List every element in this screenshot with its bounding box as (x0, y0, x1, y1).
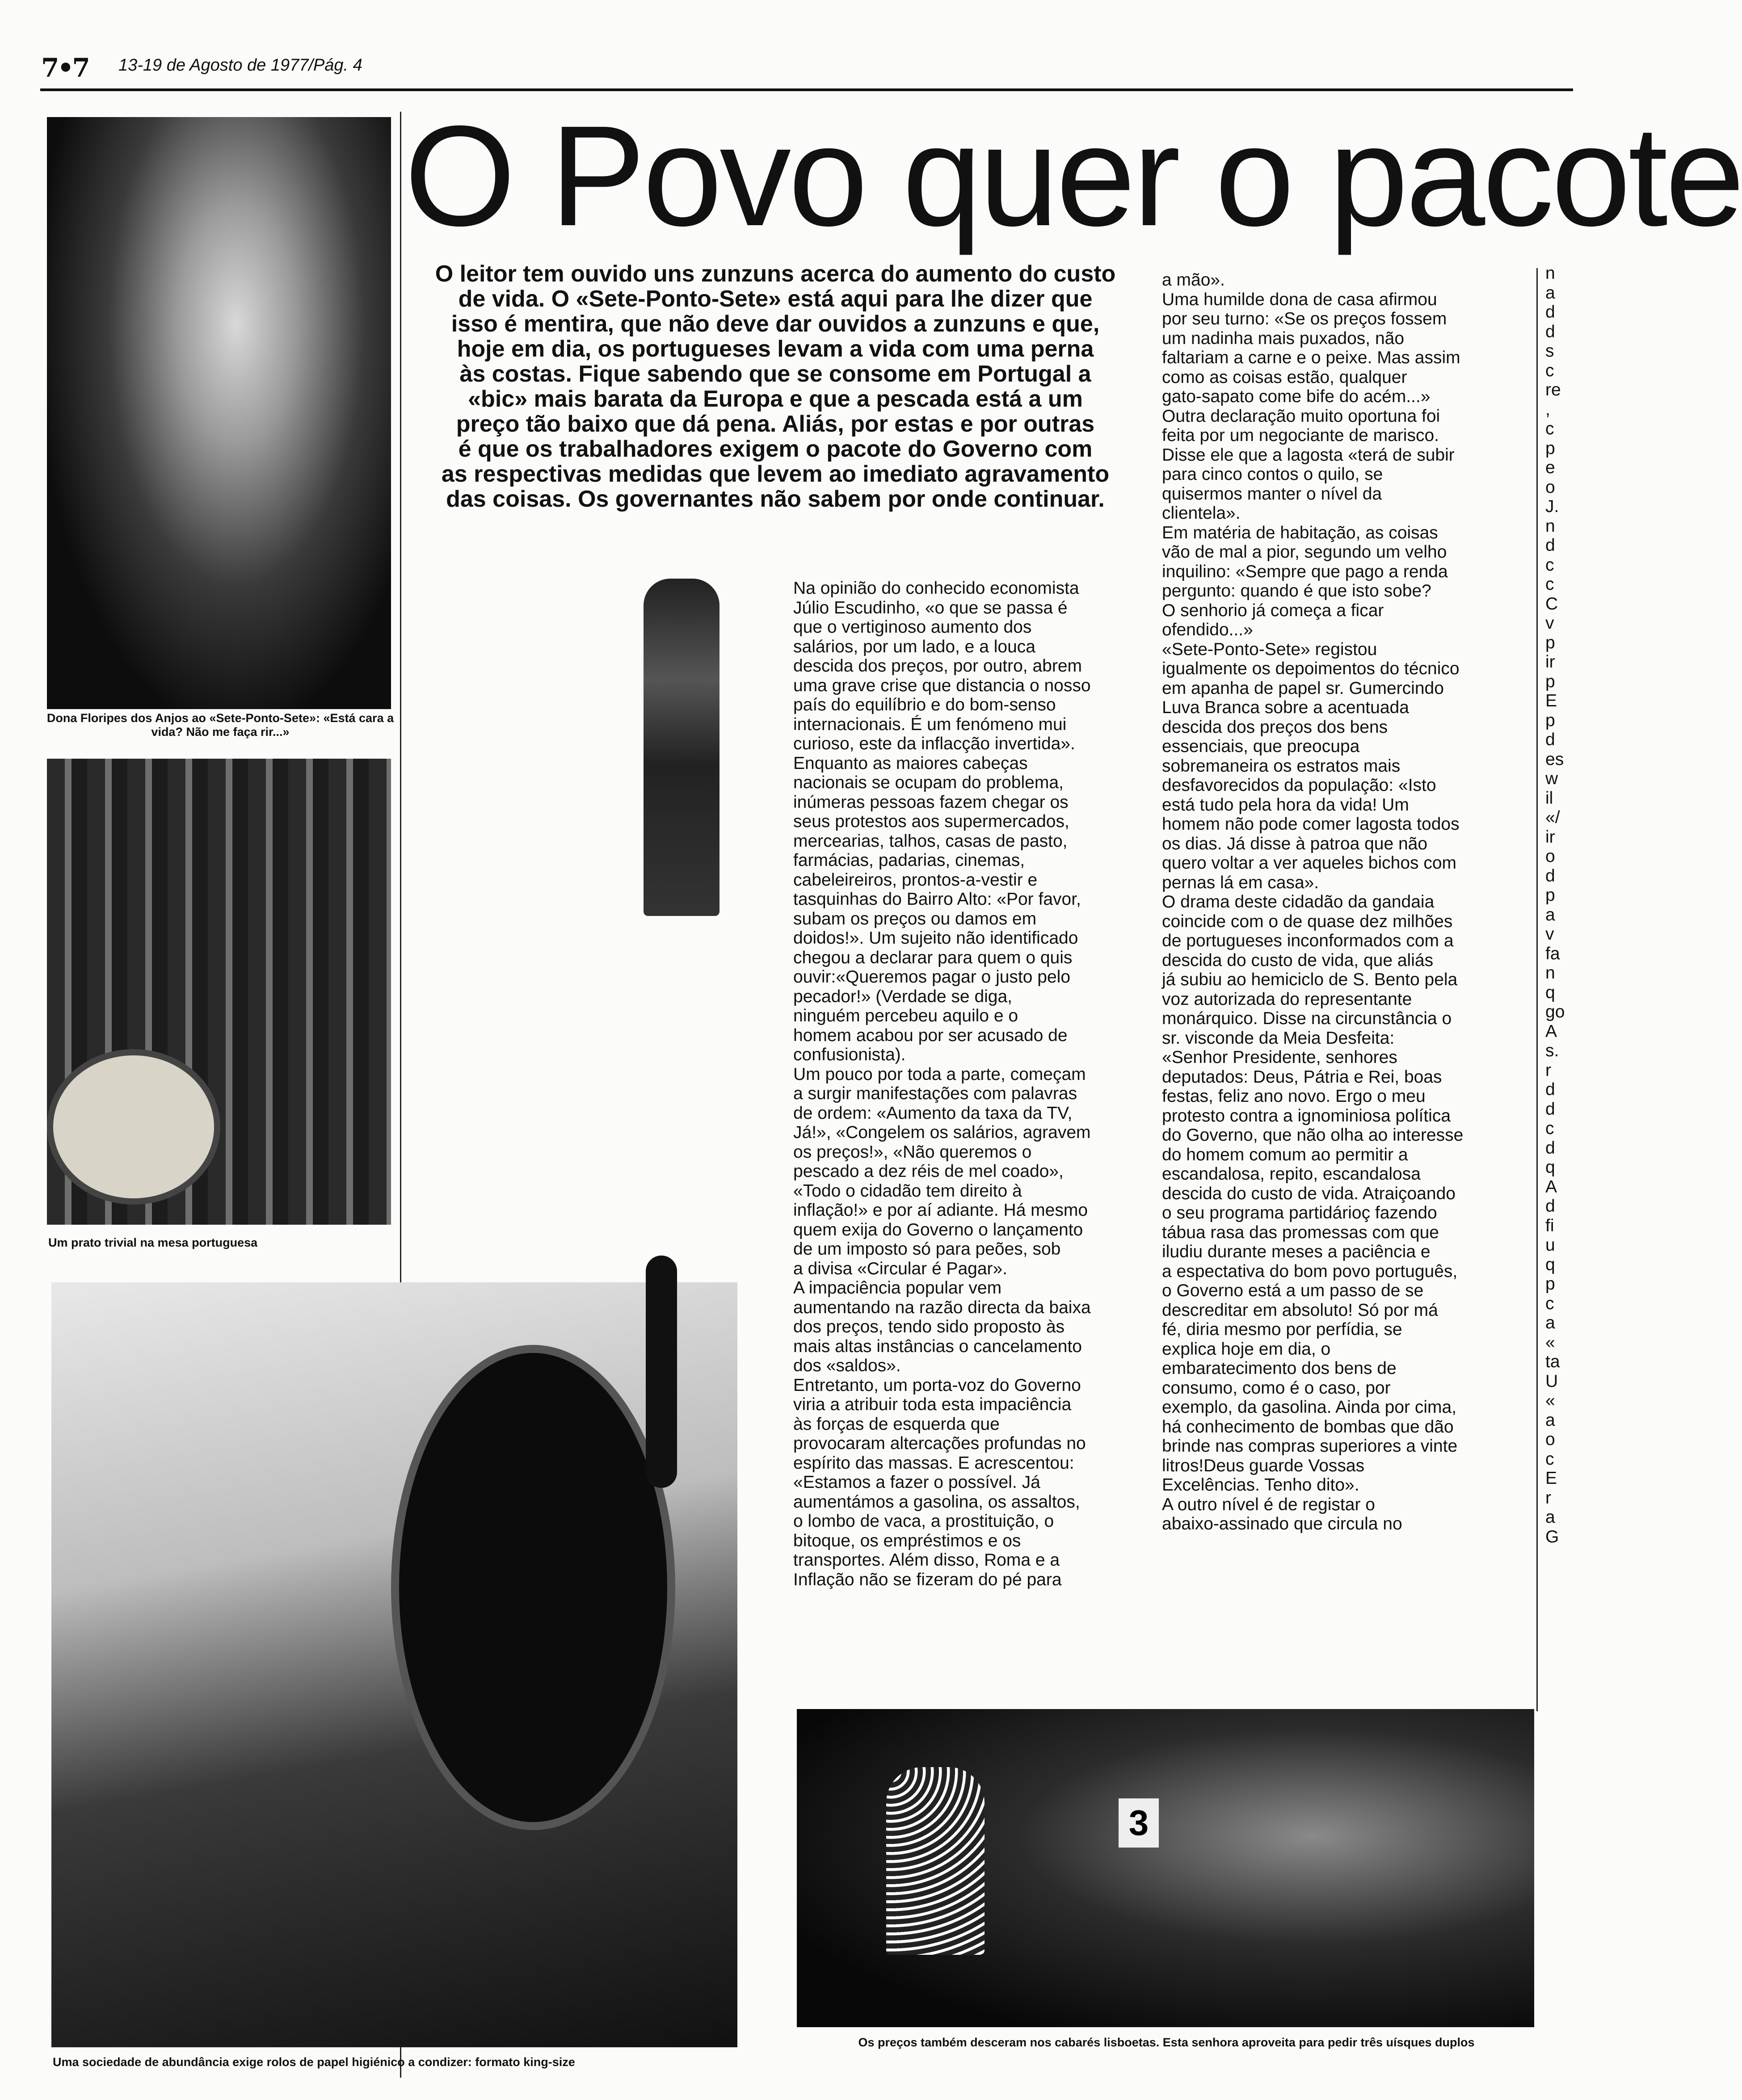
text-line: o Governo está a um passo de se (1162, 1281, 1424, 1300)
caption-cabaret: Os preços também desceram nos cabarés lisboetas. Esta senhora aproveita para pedir três uísques duplos (858, 2036, 1475, 2049)
text-line: d (1545, 1099, 1555, 1119)
text-line: q (1545, 1255, 1555, 1274)
text-line: aumentámos a gasolina, os assaltos, (793, 1492, 1080, 1512)
text-line: litros!Deus guarde Vossas (1162, 1456, 1365, 1475)
text-line: p (1545, 633, 1555, 652)
text-line: O leitor tem ouvido uns zunzuns acerca do aumento do custo (435, 261, 1116, 287)
text-line: seus protestos aos supermercados, (793, 812, 1069, 831)
text-line: escandalosa, repito, escandalosa (1162, 1164, 1421, 1184)
text-line: uma grave crise que distancia o nosso (793, 676, 1091, 695)
text-line: o lombo de vaca, a prostituição, o (793, 1512, 1054, 1531)
text-line: já subiu ao hemiciclo de S. Bento pela (1162, 970, 1458, 989)
text-line: d (1545, 322, 1555, 341)
text-line: desfavorecidos da população: «Isto (1162, 776, 1436, 795)
column-divider-right (1536, 268, 1538, 1711)
text-line: U (1545, 1371, 1558, 1391)
text-line: há conhecimento de bombas que dão (1162, 1417, 1454, 1436)
text-line: aumentando na razão directa da baixa (793, 1298, 1091, 1317)
text-line: E (1545, 1469, 1557, 1488)
text-line: inúmeras pessoas fazem chegar os (793, 792, 1069, 812)
text-line: s. (1545, 1041, 1559, 1060)
text-line: os preços!», «Não queremos o (793, 1142, 1032, 1162)
text-line: vão de mal a pior, segundo um velho (1162, 542, 1447, 562)
text-line: fi (1545, 1216, 1554, 1235)
text-line: es (1545, 749, 1564, 769)
text-line: fa (1545, 944, 1560, 963)
text-line: voz autorizada do representante (1162, 989, 1412, 1009)
text-line: exemplo, da gasolina. Ainda por cima, (1162, 1398, 1457, 1417)
text-line: Já!», «Congelem os salários, agravem (793, 1123, 1091, 1142)
text-line: descida do custo de vida. Atraiçoando (1162, 1184, 1456, 1203)
text-line: brinde nas compras superiores a vinte (1162, 1436, 1458, 1456)
caption-food: Um prato trivial na mesa portuguesa (48, 1236, 258, 1249)
text-line: descida dos preços, por outro, abrem (793, 656, 1082, 676)
text-line: para cinco contos o quilo, se (1162, 465, 1383, 484)
text-line: c (1545, 575, 1554, 594)
text-line: confusionista). (793, 1045, 906, 1064)
text-line: essenciais, que preocupa (1162, 737, 1360, 756)
text-line: re (1545, 380, 1561, 399)
text-line: ouvir:«Queremos pagar o justo pelo (793, 967, 1071, 987)
text-line: n (1545, 516, 1555, 536)
text-line: de portugueses inconformados com a (1162, 931, 1454, 950)
text-line: isso é mentira, que não deve dar ouvidos a zunzuns e que, (451, 311, 1100, 337)
text-line: A (1545, 1177, 1557, 1197)
text-line: dos «saldos». (793, 1356, 901, 1375)
text-line: Disse ele que a lagosta «terá de subir (1162, 445, 1455, 465)
text-line: «Todo o cidadão tem direito à (793, 1181, 1022, 1201)
text-line: inquilino: «Sempre que pago a renda (1162, 562, 1448, 581)
text-line: descida dos preços dos bens (1162, 717, 1388, 737)
number-card: 3 (1119, 1798, 1159, 1848)
text-line: s (1545, 341, 1554, 361)
text-line: bitoque, os empréstimos e os (793, 1531, 1021, 1550)
text-line: sr. visconde da Meia Desfeita: (1162, 1028, 1395, 1048)
text-line: explica hoje em dia, o (1162, 1339, 1331, 1359)
text-line: consumo, como é o caso, por (1162, 1378, 1391, 1398)
text-line: o seu programa partidárioç fazendo (1162, 1203, 1437, 1222)
text-line: às forças de esquerda que (793, 1414, 1000, 1434)
text-line: mais altas instâncias o cancelamento (793, 1336, 1082, 1356)
text-line: de vida. O «Sete-Ponto-Sete» está aqui para lhe dizer que (458, 286, 1093, 312)
text-line: farmácias, padarias, cinemas, (793, 851, 1025, 870)
text-line: de ordem: «Aumento da taxa da TV, (793, 1103, 1073, 1123)
text-line: país do equilíbrio e do bom-senso (793, 695, 1056, 714)
text-line: A outro nível é de registar o (1162, 1495, 1375, 1514)
text-line: o (1545, 477, 1555, 497)
text-line: festas, feliz ano novo. Ergo o meu (1162, 1087, 1426, 1106)
text-line: «bic» mais barata da Europa e que a pescada está a um (468, 386, 1083, 412)
text-line: chegou a declarar para quem o quis (793, 948, 1073, 967)
text-line: a (1545, 1508, 1555, 1527)
text-line: embaratecimento dos bens de (1162, 1359, 1397, 1378)
text-line: como as coisas estão, qualquer (1162, 367, 1407, 387)
text-line: Um pouco por toda a parte, começam (793, 1064, 1086, 1084)
text-line: J. (1545, 497, 1559, 516)
text-line: n (1545, 264, 1555, 283)
text-line: d (1545, 536, 1555, 555)
text-line: c (1545, 1119, 1554, 1138)
text-line: d (1545, 730, 1555, 749)
text-line: O drama deste cidadão da gandaia (1162, 892, 1435, 911)
text-line: Em matéria de habitação, as coisas (1162, 523, 1438, 542)
text-line: os dias. Já disse à patroa que não (1162, 834, 1428, 853)
text-line: um nadinha mais puxados, não (1162, 328, 1405, 348)
text-line: é que os trabalhadores exigem o pacote do Governo com (458, 436, 1093, 462)
text-line: « (1545, 1391, 1555, 1410)
text-line: do Governo, que não olha ao interesse (1162, 1126, 1464, 1145)
text-line: « (1545, 1332, 1555, 1352)
text-line: quero voltar a ver aqueles bichos com (1162, 853, 1457, 873)
dateline: 13-19 de Agosto de 1977/Pág. 4 (118, 56, 362, 75)
text-line: c (1545, 1294, 1554, 1313)
text-line: p (1545, 438, 1555, 458)
text-line: monárquico. Disse na circunstância o (1162, 1009, 1452, 1028)
text-line: go (1545, 1002, 1565, 1021)
text-line: O senhorio já começa a ficar (1162, 601, 1384, 620)
text-line: d (1545, 302, 1555, 322)
caption-woman: Dona Floripes dos Anjos ao «Sete-Ponto-Sete»: «Está cara a vida? Não me faça rir...» (46, 711, 394, 739)
headline: O Povo quer o pacote (404, 96, 1742, 256)
text-line: subam os preços ou damos em (793, 909, 1037, 928)
masthead-rule (40, 88, 1573, 91)
text-line: d (1545, 1138, 1555, 1158)
text-line: p (1545, 1274, 1555, 1294)
text-line: c (1545, 555, 1554, 575)
text-line: E (1545, 691, 1557, 710)
handle-shape (646, 1256, 677, 1488)
text-line: de um imposto só para peões, sob (793, 1239, 1061, 1259)
text-line: igualmente os depoimentos do técnico (1162, 659, 1460, 678)
text-line: fé, diria mesmo por perfídia, se (1162, 1320, 1402, 1339)
text-line: deputados: Deus, Pátria e Rei, boas (1162, 1067, 1442, 1087)
text-line: v (1545, 613, 1554, 633)
text-line: e (1545, 458, 1555, 477)
text-line: ofendido...» (1162, 620, 1253, 639)
text-line: doidos!». Um sujeito não identificado (793, 928, 1078, 948)
text-line: viria a atribuir toda esta impaciência (793, 1395, 1072, 1414)
text-line: w (1545, 769, 1558, 788)
text-line: o (1545, 847, 1555, 866)
text-line: a (1545, 1410, 1555, 1430)
text-line: abaixo-assinado que circula no (1162, 1514, 1402, 1533)
text-line: descida do custo de vida, que aliás (1162, 950, 1434, 970)
text-line: a divisa «Circular é Pagar». (793, 1259, 1008, 1278)
text-line: p (1545, 886, 1555, 905)
text-line: d (1545, 1080, 1555, 1099)
body-column-1 (793, 579, 1133, 1589)
text-line: as respectivas medidas que levem ao imediato agravamento (441, 461, 1110, 487)
text-line: sobremaneira os estratos mais (1162, 756, 1401, 776)
text-line: transportes. Além disso, Roma e a (793, 1550, 1060, 1570)
text-line: por seu turno: «Se os preços fossem (1162, 309, 1447, 328)
newspaper-logo: 7•7 (41, 53, 88, 83)
text-line: inflação!» e por aí adiante. Há mesmo (793, 1201, 1088, 1220)
text-line: G (1545, 1527, 1559, 1546)
text-line: Na opinião do conhecido economista (793, 579, 1079, 598)
body-column-3-cropped (1545, 264, 1573, 1546)
text-line: A impaciência popular vem (793, 1278, 1002, 1298)
text-line: Outra declaração muito oportuna foi (1162, 406, 1440, 426)
text-line: protesto contra a ignominiosa política (1162, 1106, 1451, 1126)
text-line: C (1545, 594, 1558, 613)
photo-paper-roll (51, 1282, 737, 2047)
text-line: quem exija do Governo o lançamento (793, 1220, 1083, 1239)
text-line: do homem comum ao permitir a (1162, 1145, 1408, 1164)
text-line: Entretanto, um porta-voz do Governo (793, 1375, 1081, 1395)
photo-food-table (47, 759, 391, 1225)
text-line: está tudo pela hora da vida! Um (1162, 795, 1409, 815)
text-line: mercearias, talhos, casas de pasto, (793, 831, 1068, 851)
text-line: em apanha de papel sr. Gumercindo (1162, 678, 1444, 698)
text-line: feita por um negociante de marisco. (1162, 426, 1439, 445)
text-line: a surgir manifestações com palavras (793, 1084, 1077, 1103)
text-line: das coisas. Os governantes não sabem por onde continuar. (446, 486, 1105, 512)
text-line: n (1545, 963, 1555, 983)
text-line: gato-sapato come bife do acém...» (1162, 387, 1431, 406)
text-line: , (1545, 399, 1550, 419)
text-line: c (1545, 361, 1554, 380)
text-line: pernas lá em casa». (1162, 873, 1319, 892)
text-line: cabeleireiros, prontos-a-vestir e (793, 870, 1038, 890)
bowl-shape (47, 1049, 220, 1205)
text-line: pescado a dez réis de mel coado», (793, 1162, 1064, 1181)
text-line: tasquinhas do Bairro Alto: «Por favor, (793, 890, 1081, 909)
text-line: il (1545, 788, 1553, 808)
text-line: homem acabou por ser acusado de (793, 1025, 1068, 1045)
text-line: ninguém percebeu aquilo e o (793, 1006, 1018, 1025)
text-line: Júlio Escudinho, «o que se passa é (793, 598, 1068, 617)
text-line: preço tão baixo que dá pena. Aliás, por estas e por outras (456, 411, 1095, 437)
text-line: ir (1545, 827, 1555, 847)
text-line: nacionais se ocupam do problema, (793, 773, 1064, 792)
text-line: ir (1545, 652, 1555, 672)
text-line: Enquanto as maiores cabeças (793, 753, 1028, 773)
text-line: r (1545, 1060, 1551, 1080)
text-line: «/ (1545, 808, 1560, 827)
text-line: a (1545, 283, 1555, 302)
text-line: p (1545, 710, 1555, 730)
text-line: internacionais. É um fenómeno mui (793, 714, 1067, 734)
text-line: clientela». (1162, 504, 1241, 523)
roll-shape (391, 1345, 675, 1830)
couple-figure (644, 579, 720, 916)
patterned-shirt-figure (886, 1767, 985, 1955)
text-line: u (1545, 1235, 1555, 1255)
text-line: d (1545, 866, 1555, 886)
text-line: pergunto: quando é que isto sobe? (1162, 581, 1431, 601)
photo-elderly-woman (47, 117, 391, 709)
text-line: Uma humilde dona de casa afirmou (1162, 290, 1437, 309)
text-line: descreditar em absoluto! Só por má (1162, 1300, 1438, 1320)
text-line: a (1545, 905, 1555, 924)
text-line: quisermos manter o nível da (1162, 484, 1382, 504)
text-line: a espectativa do bom povo português, (1162, 1261, 1458, 1281)
text-line: que o vertiginoso aumento dos (793, 617, 1032, 637)
text-line: a mão». (1162, 270, 1225, 290)
text-line: coincide com o de quase dez milhões (1162, 911, 1453, 931)
text-line: iludiu durante meses a paciência e (1162, 1242, 1431, 1261)
lead-paragraph (409, 261, 1142, 512)
text-line: v (1545, 924, 1554, 944)
text-line: espírito das massas. E acrescentou: (793, 1453, 1074, 1473)
text-line: provocaram altercações profundas no (793, 1434, 1086, 1453)
text-line: d (1545, 1197, 1555, 1216)
text-line: homem não pode comer lagosta todos (1162, 815, 1460, 834)
text-line: «Estamos a fazer o possível. Já (793, 1473, 1040, 1492)
text-line: c (1545, 419, 1554, 438)
text-line: p (1545, 672, 1555, 691)
text-line: q (1545, 1158, 1555, 1177)
body-column-2 (1162, 270, 1528, 1534)
text-line: q (1545, 983, 1555, 1002)
photo-cabaret (797, 1709, 1534, 2027)
text-line: faltariam a carne e o peixe. Mas assim (1162, 348, 1460, 367)
text-line: c (1545, 1449, 1554, 1469)
text-line: dos preços, tendo sido proposto às (793, 1317, 1065, 1336)
text-line: o (1545, 1430, 1555, 1449)
text-line: tábua rasa das promessas com que (1162, 1222, 1439, 1242)
photo-embracing-couple (626, 579, 733, 916)
text-line: Luva Branca sobre a acentuada (1162, 698, 1409, 717)
text-line: Excelências. Tenho dito». (1162, 1475, 1359, 1495)
text-line: às costas. Fique sabendo que se consome em Portugal a (459, 361, 1091, 387)
text-line: hoje em dia, os portugueses levam a vida com uma perna (457, 336, 1094, 362)
text-line: «Senhor Presidente, senhores (1162, 1048, 1397, 1067)
text-line: «Sete-Ponto-Sete» registou (1162, 639, 1377, 659)
text-line: curioso, este da inflacção invertida». (793, 734, 1075, 753)
text-line: salários, por um lado, e a louca (793, 637, 1035, 656)
text-line: Inflação não se fizeram do pé para (793, 1570, 1062, 1589)
text-line: ta (1545, 1352, 1560, 1371)
text-line: r (1545, 1488, 1551, 1508)
text-line: a (1545, 1313, 1555, 1332)
caption-paper-roll: Uma sociedade de abundância exige rolos de papel higiénico a condizer: formato king-size (53, 2055, 575, 2069)
text-line: pecador!» (Verdade se diga, (793, 987, 1013, 1006)
text-line: A (1545, 1021, 1557, 1041)
